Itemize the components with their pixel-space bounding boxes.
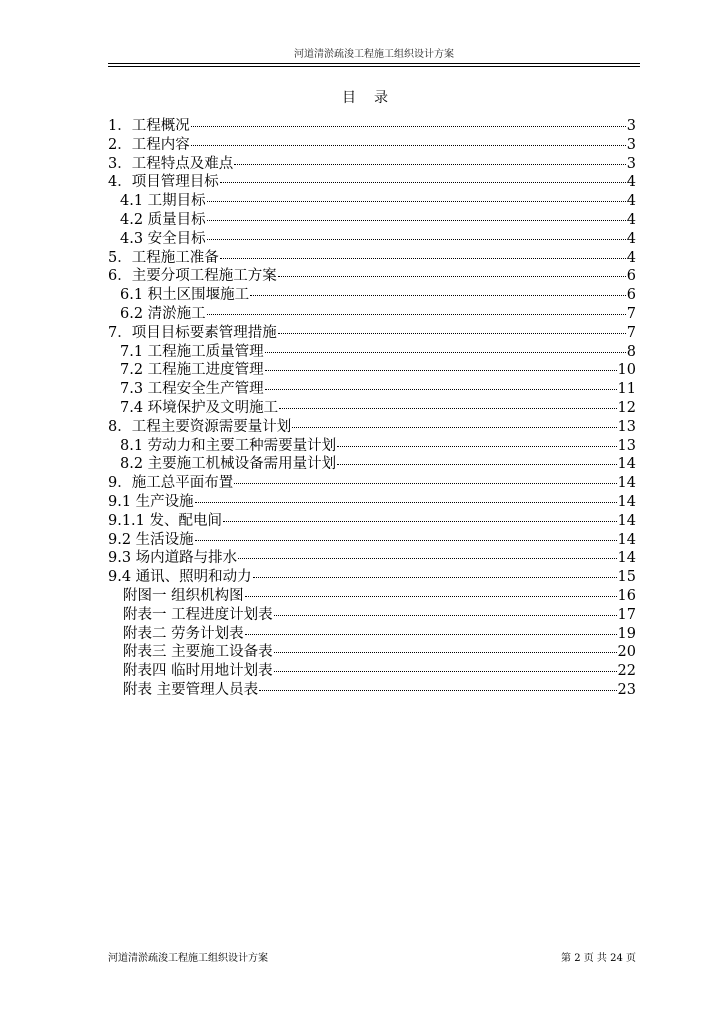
toc-entry-label: 9.2 生活设施	[108, 531, 194, 548]
toc-entry-label: 附表 主要管理人员表	[123, 681, 259, 698]
toc-title: 目录	[342, 90, 406, 106]
toc-dot-leader	[207, 239, 626, 240]
toc-dot-leader	[337, 464, 616, 465]
toc-entry-label: 2．工程内容	[108, 136, 190, 153]
toc-entry-page: 3	[626, 155, 636, 172]
toc-dot-leader	[274, 671, 617, 672]
toc-entry[interactable]	[108, 380, 636, 399]
toc-entry-label: 9．施工总平面布置	[108, 475, 234, 492]
toc-entry-page: 4	[626, 174, 636, 191]
toc-dot-leader	[278, 276, 626, 277]
toc-entry-page: 19	[617, 625, 636, 642]
toc-entry-page: 7	[626, 324, 636, 341]
toc-entry-page: 14	[617, 475, 636, 492]
toc-dot-leader	[265, 370, 617, 371]
toc-entry-label: 1．工程概况	[108, 118, 190, 134]
toc-entry[interactable]	[108, 343, 636, 362]
toc-entry[interactable]	[108, 625, 636, 644]
toc-entry[interactable]	[108, 305, 636, 324]
toc-entry-label: 8.2 主要施工机械设备需用量计划	[120, 456, 337, 473]
toc-entry[interactable]	[108, 211, 636, 230]
toc-entry-label: 4.1 工期目标	[120, 193, 206, 210]
toc-entry[interactable]	[108, 455, 636, 474]
toc-entry-page: 7	[626, 305, 636, 322]
toc-entry[interactable]	[108, 173, 636, 192]
toc-entry-page: 3	[626, 118, 636, 134]
toc-dot-leader	[274, 652, 617, 653]
toc-entry-page: 6	[626, 287, 636, 304]
toc-entry-label: 9.4 通讯、照明和动力	[108, 569, 252, 586]
toc-dot-leader	[292, 427, 616, 428]
toc-entry[interactable]	[108, 418, 636, 437]
toc-entry-label: 9.1.1 发、配电间	[108, 512, 223, 529]
toc-entry-label: 附表四 临时用地计划表	[123, 663, 273, 680]
toc-dot-leader	[191, 126, 626, 127]
toc-entry[interactable]	[108, 230, 636, 249]
toc-dot-leader	[250, 295, 626, 296]
toc-entry[interactable]	[108, 662, 636, 681]
toc-dot-leader	[265, 352, 626, 353]
toc-dot-leader	[278, 333, 626, 334]
toc-entry[interactable]	[108, 267, 636, 286]
toc-entry[interactable]	[108, 568, 636, 587]
toc-entry-page: 8	[626, 343, 636, 360]
toc-entry-page: 6	[626, 268, 636, 285]
toc-entry[interactable]	[108, 399, 636, 418]
toc-entry-page: 14	[617, 512, 636, 529]
toc-dot-leader	[207, 220, 626, 221]
footer-page-number: 第 2 页 共 24 页	[561, 953, 636, 964]
toc-dot-leader	[220, 258, 626, 259]
toc-entry[interactable]	[108, 324, 636, 343]
toc-entry-label: 7．项目目标要素管理措施	[108, 324, 277, 341]
toc-dot-leader	[207, 314, 626, 315]
toc-dot-leader	[195, 502, 617, 503]
toc-dot-leader	[259, 690, 616, 691]
toc-entry-label: 7.3 工程安全生产管理	[120, 381, 264, 398]
toc-entry-page: 14	[617, 456, 636, 473]
toc-entry-label: 6.2 清淤施工	[120, 305, 206, 322]
toc-entry-label: 附图一 组织机构图	[123, 587, 244, 604]
toc-entry-page: 23	[617, 681, 636, 698]
header-rule-double	[108, 66, 640, 67]
toc-entry-label: 附表三 主要施工设备表	[123, 644, 273, 661]
toc-dot-leader	[253, 577, 617, 578]
toc-dot-leader	[234, 483, 616, 484]
toc-entry-label: 6．主要分项工程施工方案	[108, 268, 277, 285]
toc-entry[interactable]	[108, 549, 636, 568]
toc-dot-leader	[207, 201, 626, 202]
toc-entry[interactable]	[108, 437, 636, 456]
toc-entry[interactable]	[108, 606, 636, 625]
toc-entry-page: 15	[617, 569, 636, 586]
toc-entry-label: 4．项目管理目标	[108, 174, 219, 191]
toc-entry-label: 附表二 劳务计划表	[123, 625, 244, 642]
toc-entry-page: 16	[617, 587, 636, 604]
toc-entry[interactable]	[108, 493, 636, 512]
toc-dot-leader	[220, 182, 626, 183]
toc-entry-label: 8．工程主要资源需要量计划	[108, 418, 292, 435]
toc-entry-page: 10	[617, 362, 636, 379]
toc-entry-label: 3．工程特点及难点	[108, 155, 234, 172]
toc-entry-page: 3	[626, 136, 636, 153]
toc-entry[interactable]	[108, 155, 636, 174]
toc-dot-leader	[337, 446, 616, 447]
toc-entry-label: 9.1 生产设施	[108, 493, 194, 510]
toc-entry-label: 附表一 工程进度计划表	[123, 606, 273, 623]
toc-entry-label: 7.1 工程施工质量管理	[120, 343, 264, 360]
toc-entry-page: 22	[617, 663, 636, 680]
toc-entry[interactable]	[108, 643, 636, 662]
toc-entry-page: 14	[617, 493, 636, 510]
toc-entry-page: 14	[617, 531, 636, 548]
toc-entry[interactable]	[108, 249, 636, 268]
toc-entry[interactable]	[108, 512, 636, 531]
toc-entry-label: 7.2 工程施工进度管理	[120, 362, 264, 379]
toc-dot-leader	[245, 596, 617, 597]
toc-dot-leader	[238, 558, 616, 559]
toc-entry[interactable]	[108, 361, 636, 380]
toc-entry[interactable]	[108, 681, 636, 700]
toc-dot-leader	[195, 540, 617, 541]
toc-dot-leader	[245, 634, 617, 635]
toc-entry-label: 8.1 劳动力和主要工种需要量计划	[120, 437, 337, 454]
toc-entry-page: 4	[626, 249, 636, 266]
toc-entry-page: 17	[617, 606, 636, 623]
toc-dot-leader	[191, 145, 626, 146]
toc-entry[interactable]	[108, 474, 636, 493]
toc-entry-page: 14	[617, 550, 636, 567]
footer-document-title: 河道清淤疏浚工程施工组织设计方案	[108, 953, 268, 964]
toc-entry-page: 13	[617, 437, 636, 454]
page-header: 河道清淤疏浚工程施工组织设计方案	[294, 49, 454, 60]
toc-entry-label: 9.3 场内道路与排水	[108, 550, 238, 567]
toc-entry-page: 11	[617, 381, 636, 398]
toc-entry-page: 13	[617, 418, 636, 435]
toc-dot-leader	[274, 615, 617, 616]
toc-dot-leader	[223, 521, 617, 522]
toc-entry-page: 4	[626, 230, 636, 247]
toc-entry-page: 20	[617, 644, 636, 661]
toc-entry[interactable]	[108, 531, 636, 550]
toc-entry[interactable]	[108, 286, 636, 305]
toc-entry-label: 5．工程施工准备	[108, 249, 219, 266]
toc-dot-leader	[265, 389, 617, 390]
toc-entry[interactable]	[108, 117, 636, 136]
toc-dot-leader	[279, 408, 616, 409]
toc-entry-label: 4.3 安全目标	[120, 230, 206, 247]
toc-entry-label: 4.2 质量目标	[120, 211, 206, 228]
toc-entry-page: 12	[617, 399, 636, 416]
header-rule	[108, 63, 640, 64]
toc-entry[interactable]	[108, 192, 636, 211]
toc-entry[interactable]	[108, 587, 636, 606]
toc-entry-label: 6.1 积土区围堰施工	[120, 287, 250, 304]
toc-dot-leader	[234, 164, 626, 165]
toc-entry-page: 4	[626, 211, 636, 228]
toc-entry-page: 4	[626, 193, 636, 210]
table-of-contents	[108, 117, 636, 700]
toc-entry[interactable]	[108, 136, 636, 155]
toc-entry-label: 7.4 环境保护及文明施工	[120, 399, 279, 416]
